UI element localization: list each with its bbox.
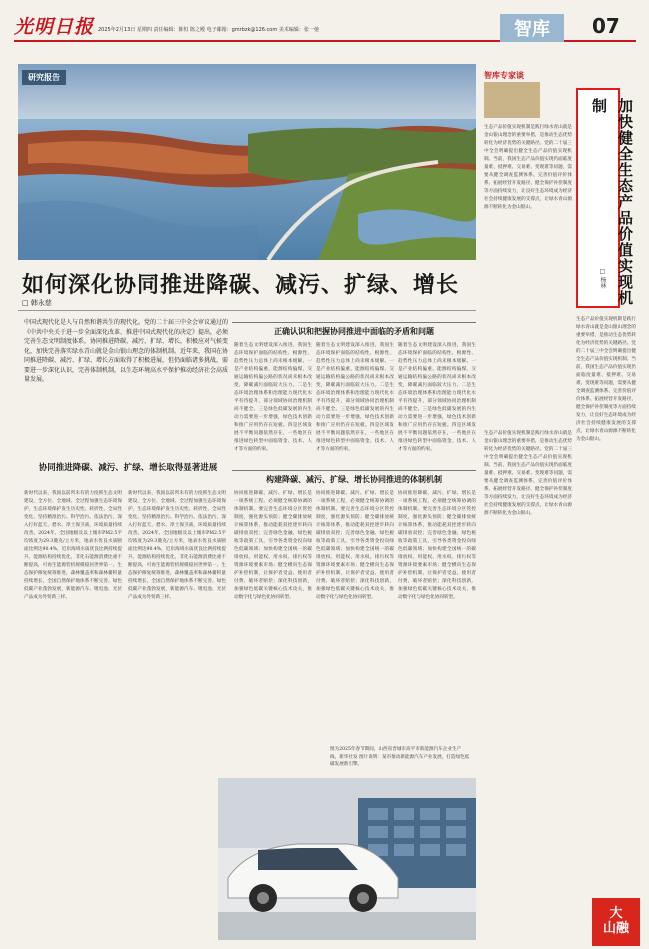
right-text-narrow: 生态产品价值实现机制是践行绿水青山就是金山银山理念的重要举措，是推动生态优势转化为经济优势的关键路径。党的二十届三中全会明确提出健全生态产品价值实现机制。当前，我国生态产品价值实现仍面临度量难、抵押难、交易难、变现难等问题，需要从健全调查监测体系、完善价值评价体系、拓展经营开发路径、健全保护补偿制度等方面持续发力，让良好生态环境成为经济社会持续健康发展的支撑点，让绿水青山源源不断转化为金山银山。 <box>576 317 636 442</box>
logo-line-1: 大 <box>609 906 623 921</box>
section-name: 智库 <box>500 14 564 42</box>
main-headline: 如何深化协同推进降碳、减污、扩绿、增长 <box>22 272 460 298</box>
column-c-1: 协同推进降碳、减污、扩绿、增长是一项系统工程，必须健全统筹协调的体制机制。要完善生态环境分区管控制度，强化源头预防；健全碳排放统计核算体系，推动能耗双控逐步转向碳排放双控；完善绿色金融、绿色税收等政策工具，引导各类资金投向绿色低碳领域；加快构建全国统一的碳排放权、用能权、用水权、排污权等资源环境要素市场；健全横向生态保护补偿机制，让保护者受益、使用者付费、破坏者赔偿；深化科技创新，加强绿色低碳关键核心技术攻关，推动数字化与绿色化协同转型。 <box>234 491 312 600</box>
column-a-1: 新时代以来，我国以前所未有的力度抓生态文明建设，全方位、全地域、全过程加强生态环境保护，生态环境保护发生历史性、转折性、全局性变化。坚持精准治污、科学治污、依法治污，深入打好蓝天、碧水、净土保卫战，环境质量持续改善。2024年，全国地级及以上城市PM2.5平均浓度为29.3微克/立方米，地表水优良水质断面比例达90.4%，近岸海域水质优良比例持续提升。能源结构持续优化，非化石能源消费比重不断提高，可再生能源装机规模稳居世界第一。生态保护修复统筹推进，森林覆盖率和森林蓄积量持续增长，全国自然保护地体系不断完善。绿色低碳产业蓬勃发展，新能源汽车、锂电池、光伏产品成为外贸新三样。 <box>24 491 122 600</box>
lead-paragraph: 中国式现代化是人与自然和谐共生的现代化。党的二十届三中全会审议通过的《中共中央关于进一步全面深化改革、推进中国式现代化的决定》提出，必须完善生态文明制度体系，协同推进降碳、减污、扩绿、增长，积极应对气候变化，加快完善落实绿水青山就是金山银山理念的体制机制。近年来，我国在协同推进降碳、减污、扩绿、增长方面取得了积极进展，但仍面临诸多挑战，需要进一步深化认识，完善体制机制，以生态环境高水平保护推动经济社会高质量发展。 <box>24 319 229 383</box>
column-a-2: 新时代以来，我国以前所未有的力度抓生态文明建设，全方位、全地域、全过程加强生态环境保护，生态环境保护发生历史性、转折性、全局性变化。坚持精准治污、科学治污、依法治污，深入打好蓝天、碧水、净土保卫战，环境质量持续改善。2024年，全国地级及以上城市PM2.5平均浓度为29.3微克/立方米，地表水优良水质断面比例达90.4%，近岸海域水质优良比例持续提升。能源结构持续优化，非化石能源消费比重不断提高，可再生能源装机规模稳居世界第一。生态保护修复统筹推进，森林覆盖率和森林蓄积量持续增长，全国自然保护地体系不断完善。绿色低碳产业蓬勃发展，新能源汽车、锂电池、光伏产品成为外贸新三样。 <box>128 491 226 600</box>
right-title: 加快健全生态产品价值实现机制 <box>590 98 634 306</box>
masthead-logo: 光明日报 <box>14 16 95 38</box>
report-badge: 研究报告 <box>22 70 66 85</box>
column-b-2: 随着生态文明建设深入推进，我国生态环境保护面临的结构性、根源性、趋势性压力总体上尚未根本缓解。一是产业结构偏重、能源结构偏煤、交通运输结构偏公路的状况尚未根本改变，降碳减污面临较大压力。二是生态环境治理体系和治理能力现代化水平有待提升，部分领域协同治理机制尚不健全。三是绿色低碳发展的内生动力需要进一步增强，绿色技术创新和推广应用仍存在短板。四是区域发展不平衡问题依然存在，一些地区在推进绿色转型中面临资金、技术、人才等方面的约束。 <box>316 343 394 452</box>
column-b-1: 随着生态文明建设深入推进，我国生态环境保护面临的结构性、根源性、趋势性压力总体上尚未根本缓解。一是产业结构偏重、能源结构偏煤、交通运输结构偏公路的状况尚未根本改变，降碳减污面临较大压力。二是生态环境治理体系和治理能力现代化水平有待提升，部分领域协同治理机制尚不健全。三是绿色低碳发展的内生动力需要进一步增强，绿色技术创新和推广应用仍存在短板。四是区域发展不平衡问题依然存在，一些地区在推进绿色转型中面临资金、技术、人才等方面的约束。 <box>234 343 312 452</box>
main-author: □ 韩永慈 <box>22 299 52 307</box>
right-text-bottom: 生态产品价值实现机制是践行绿水青山就是金山银山理念的重要举措，是推动生态优势转化为经济优势的关键路径。党的二十届三中全会明确提出健全生态产品价值实现机制。当前，我国生态产品价值实现仍面临度量难、抵押难、交易难、变现难等问题，需要从健全调查监测体系、完善价值评价体系、拓展经营开发路径、健全保护补偿制度等方面持续发力，让良好生态环境成为经济社会持续健康发展的支撑点，让绿水青山源源不断转化为金山银山。 <box>484 431 572 516</box>
column-c-3: 协同推进降碳、减污、扩绿、增长是一项系统工程，必须健全统筹协调的体制机制。要完善生态环境分区管控制度，强化源头预防；健全碳排放统计核算体系，推动能耗双控逐步转向碳排放双控；完善绿色金融、绿色税收等政策工具，引导各类资金投向绿色低碳领域；加快构建全国统一的碳排放权、用能权、用水权、排污权等资源环境要素市场；健全横向生态保护补偿机制，让保护者受益、使用者付费、破坏者赔偿；深化科技创新，加强绿色低碳关键核心技术攻关，推动数字化与绿色化协同转型。 <box>398 491 476 600</box>
logo-line-2: 山融 <box>602 921 629 936</box>
column-b-3: 随着生态文明建设深入推进，我国生态环境保护面临的结构性、根源性、趋势性压力总体上尚未根本缓解。一是产业结构偏重、能源结构偏煤、交通运输结构偏公路的状况尚未根本改变，降碳减污面临较大压力。二是生态环境治理体系和治理能力现代化水平有待提升，部分领域协同治理机制尚不健全。三是绿色低碳发展的内生动力需要进一步增强，绿色技术创新和推广应用仍存在短板。四是区域发展不平衡问题依然存在，一些地区在推进绿色转型中面临资金、技术、人才等方面的约束。 <box>398 343 476 452</box>
right-column <box>480 64 640 944</box>
expert-badge: 智库专家谈 <box>484 71 524 80</box>
section-title-mechanisms: 构建降碳、减污、扩绿、增长协同推进的体制机制 <box>266 474 442 484</box>
author-photo <box>484 82 540 118</box>
ev-factory-photo <box>218 778 476 940</box>
headline-divider <box>18 310 476 311</box>
page-header <box>14 12 636 42</box>
section-title-contradictions: 正确认识和把握协同推进中面临的矛盾和问题 <box>274 326 434 336</box>
wetland-photo <box>18 64 476 260</box>
rule-c <box>232 470 476 471</box>
right-title-box <box>576 88 634 308</box>
subhead-progress: 协同推进降碳、减污、扩绿、增长取得显著进展 <box>38 463 218 473</box>
app-logo <box>592 898 640 946</box>
right-author: □ 杨林 <box>599 268 606 289</box>
column-c-2: 协同推进降碳、减污、扩绿、增长是一项系统工程，必须健全统筹协调的体制机制。要完善生态环境分区管控制度，强化源头预防；健全碳排放统计核算体系，推动能耗双控逐步转向碳排放双控；完善绿色金融、绿色税收等政策工具，引导各类资金投向绿色低碳领域；加快构建全国统一的碳排放权、用能权、用水权、排污权等资源环境要素市场；健全横向生态保护补偿机制，让保护者受益、使用者付费、破坏者赔偿；深化科技创新，加强绿色低碳关键核心技术攻关，推动数字化与绿色化协同转型。 <box>316 491 394 600</box>
date-line: 2025年2月13日 星期四 责任编辑：陈恒 陈之殿 电子邮箱：gmrbzk@126.com 美术编辑：张一弛 <box>98 27 319 33</box>
rule-b <box>232 322 476 323</box>
photo-caption: 图为2025年春节期间，山西省晋城市高平市新能源汽车企业生产线。新华社发 图片说明：某市推动新能源汽车产业发展，打造绿色低碳发展新引擎。 <box>330 747 470 767</box>
page-number: 07 <box>592 14 620 38</box>
right-text-top: 生态产品价值实现机制是践行绿水青山就是金山银山理念的重要举措，是推动生态优势转化为经济优势的关键路径。党的二十届三中全会明确提出健全生态产品价值实现机制。当前，我国生态产品价值实现仍面临度量难、抵押难、交易难、变现难等问题，需要从健全调查监测体系、完善价值评价体系、拓展经营开发路径、健全保护补偿制度等方面持续发力，让良好生态环境成为经济社会持续健康发展的支撑点，让绿水青山源源不断转化为金山银山。 <box>484 125 572 210</box>
